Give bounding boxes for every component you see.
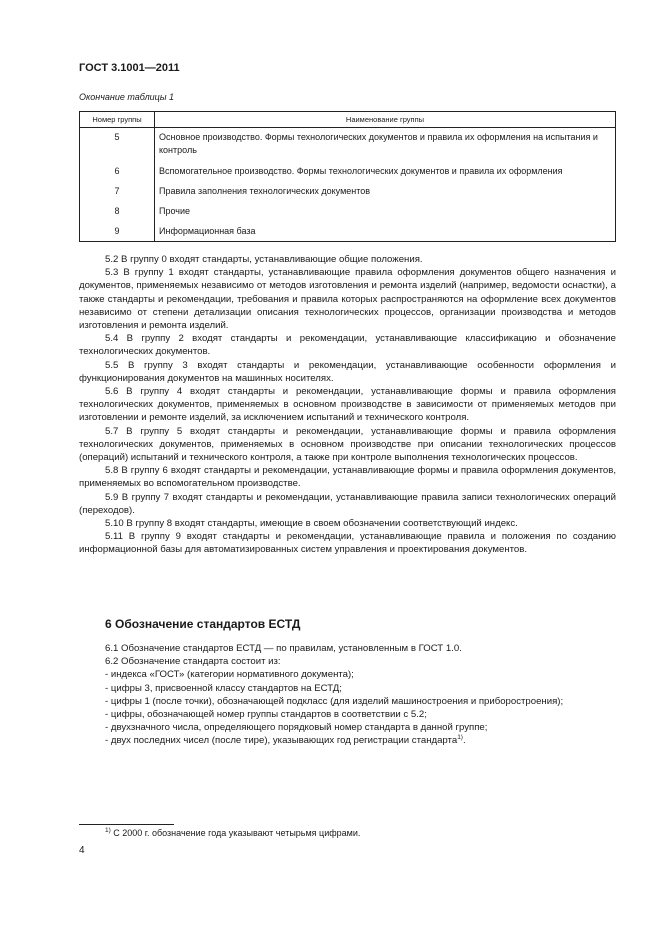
group-number: 6 [80,162,155,182]
group-number: 8 [80,202,155,222]
page-number: 4 [79,845,85,856]
footnote-text: С 2000 г. обозначение года указывают четырьмя цифрами. [110,828,361,838]
group-name: Информационная база [155,222,616,242]
paragraph-5-11: 5.11 В группу 9 входят стандарты и рекомендации, устанавливающие правила и положения по созданию информационной базы для автоматизированных систем управления и проектирования документов. [79,531,616,556]
paragraph-5-6: 5.6 В группу 4 входят стандарты и рекомендации, устанавливающие формы и правила оформления технологических документов, применяемых в основном производстве в зависимости от применяемых методов при изготовлении и ремонте изделий, за исключением испытаний и технического контроля. [79,386,616,424]
section-5-body [79,253,616,557]
list-item: - цифры, обозначающей номер группы стандартов в соответствии с 5.2; [105,709,427,721]
footnote-reference: 1) [457,734,463,742]
table-row [80,202,616,222]
group-name: Основное производство. Формы технологических документов и правила их оформления на испытания и контроль [155,128,616,162]
col-header-number: Номер группы [80,112,155,128]
section-6-body [79,642,616,748]
table-caption: Окончание таблицы 1 [79,92,174,102]
paragraph-5-2: 5.2 В группу 0 входят стандарты, устанавливающие общие положения. [105,254,423,265]
group-name: Правила заполнения технологических документов [155,182,616,202]
group-number: 9 [80,222,155,242]
list-item-last [79,734,616,747]
group-name: Прочие [155,202,616,222]
group-number: 7 [80,182,155,202]
group-number: 5 [80,128,155,162]
period: . [462,735,466,747]
col-header-name: Наименование группы [155,112,616,128]
table-row [80,162,616,182]
paragraph-6-1: 6.1 Обозначение стандартов ЕСТД — по правилам, установленным в ГОСТ 1.0. [105,643,462,654]
list-item: - двухзначного числа, определяющего порядковый номер стандарта в данной группе; [105,722,488,734]
list-item: - индекса «ГОСТ» (категории нормативного документа); [105,669,354,681]
paragraph-5-8: 5.8 В группу 6 входят стандарты и рекомендации, устанавливающие формы и правила оформления документов, применяемых во вспомогательном производстве. [79,465,616,490]
footnote-separator [79,824,174,825]
paragraph-5-7: 5.7 В группу 5 входят стандарты и рекомендации, устанавливающие формы и правила оформления технологических документов, применяемых в основном производстве при описании технологических процессов (операций) испытаний и технического контроля, а также при контроле выполнения технологических процессов. [79,425,616,464]
list-item: - цифры 3, присвоенной классу стандартов на ЕСТД; [105,682,342,694]
table-row [80,222,616,242]
groups-table [79,111,616,242]
table-row [80,128,616,162]
list-item: - цифры 1 (после точки), обозначающей подкласс (для изделий машиностроения и приборостроения); [105,695,564,707]
paragraph-6-2: 6.2 Обозначение стандарта состоит из: [105,656,281,668]
paragraph-5-9: 5.9 В группу 7 входят стандарты и рекомендации, устанавливающие правила записи технологических операций (переходов). [79,491,616,516]
section-6-heading: 6 Обозначение стандартов ЕСТД [105,617,301,631]
document-code: ГОСТ 3.1001—2011 [79,62,180,74]
paragraph-5-3: 5.3 В группу 1 входят стандарты, устанавливающие правила оформления документов общего назначения и документов, применяемых независимо от методов изготовления и ремонта изделий (например, ведомости оснастки), а также стандарты и рекомендации, требования и правила которых распространяются на оформление всех документов независимо от степени детализации описания технологических процессов, организации производства и методов изготовления и ремонта изделий. [79,267,616,332]
footnote-mark: 1) [105,827,111,834]
table-row [80,182,616,202]
paragraph-5-5: 5.5 В группу 3 входят стандарты и рекомендации, устанавливающие особенности оформления и функционирования документов на машинных носителях. [79,359,616,384]
paragraph-5-10: 5.10 В группу 8 входят стандарты, имеющие в своем обозначении соответствующий индекс. [105,518,518,530]
group-name: Вспомогательное производство. Формы технологических документов и правила их оформления [155,162,616,182]
list-item-text: - двух последних чисел (после тире), указывающих год регистрации стандарта [105,735,458,747]
paragraph-5-4: 5.4 В группу 2 входят стандарты и рекомендации, устанавливающие классификацию и обозначение технологических документов. [79,333,616,358]
table-header-row [80,112,616,128]
footnote [105,828,360,838]
